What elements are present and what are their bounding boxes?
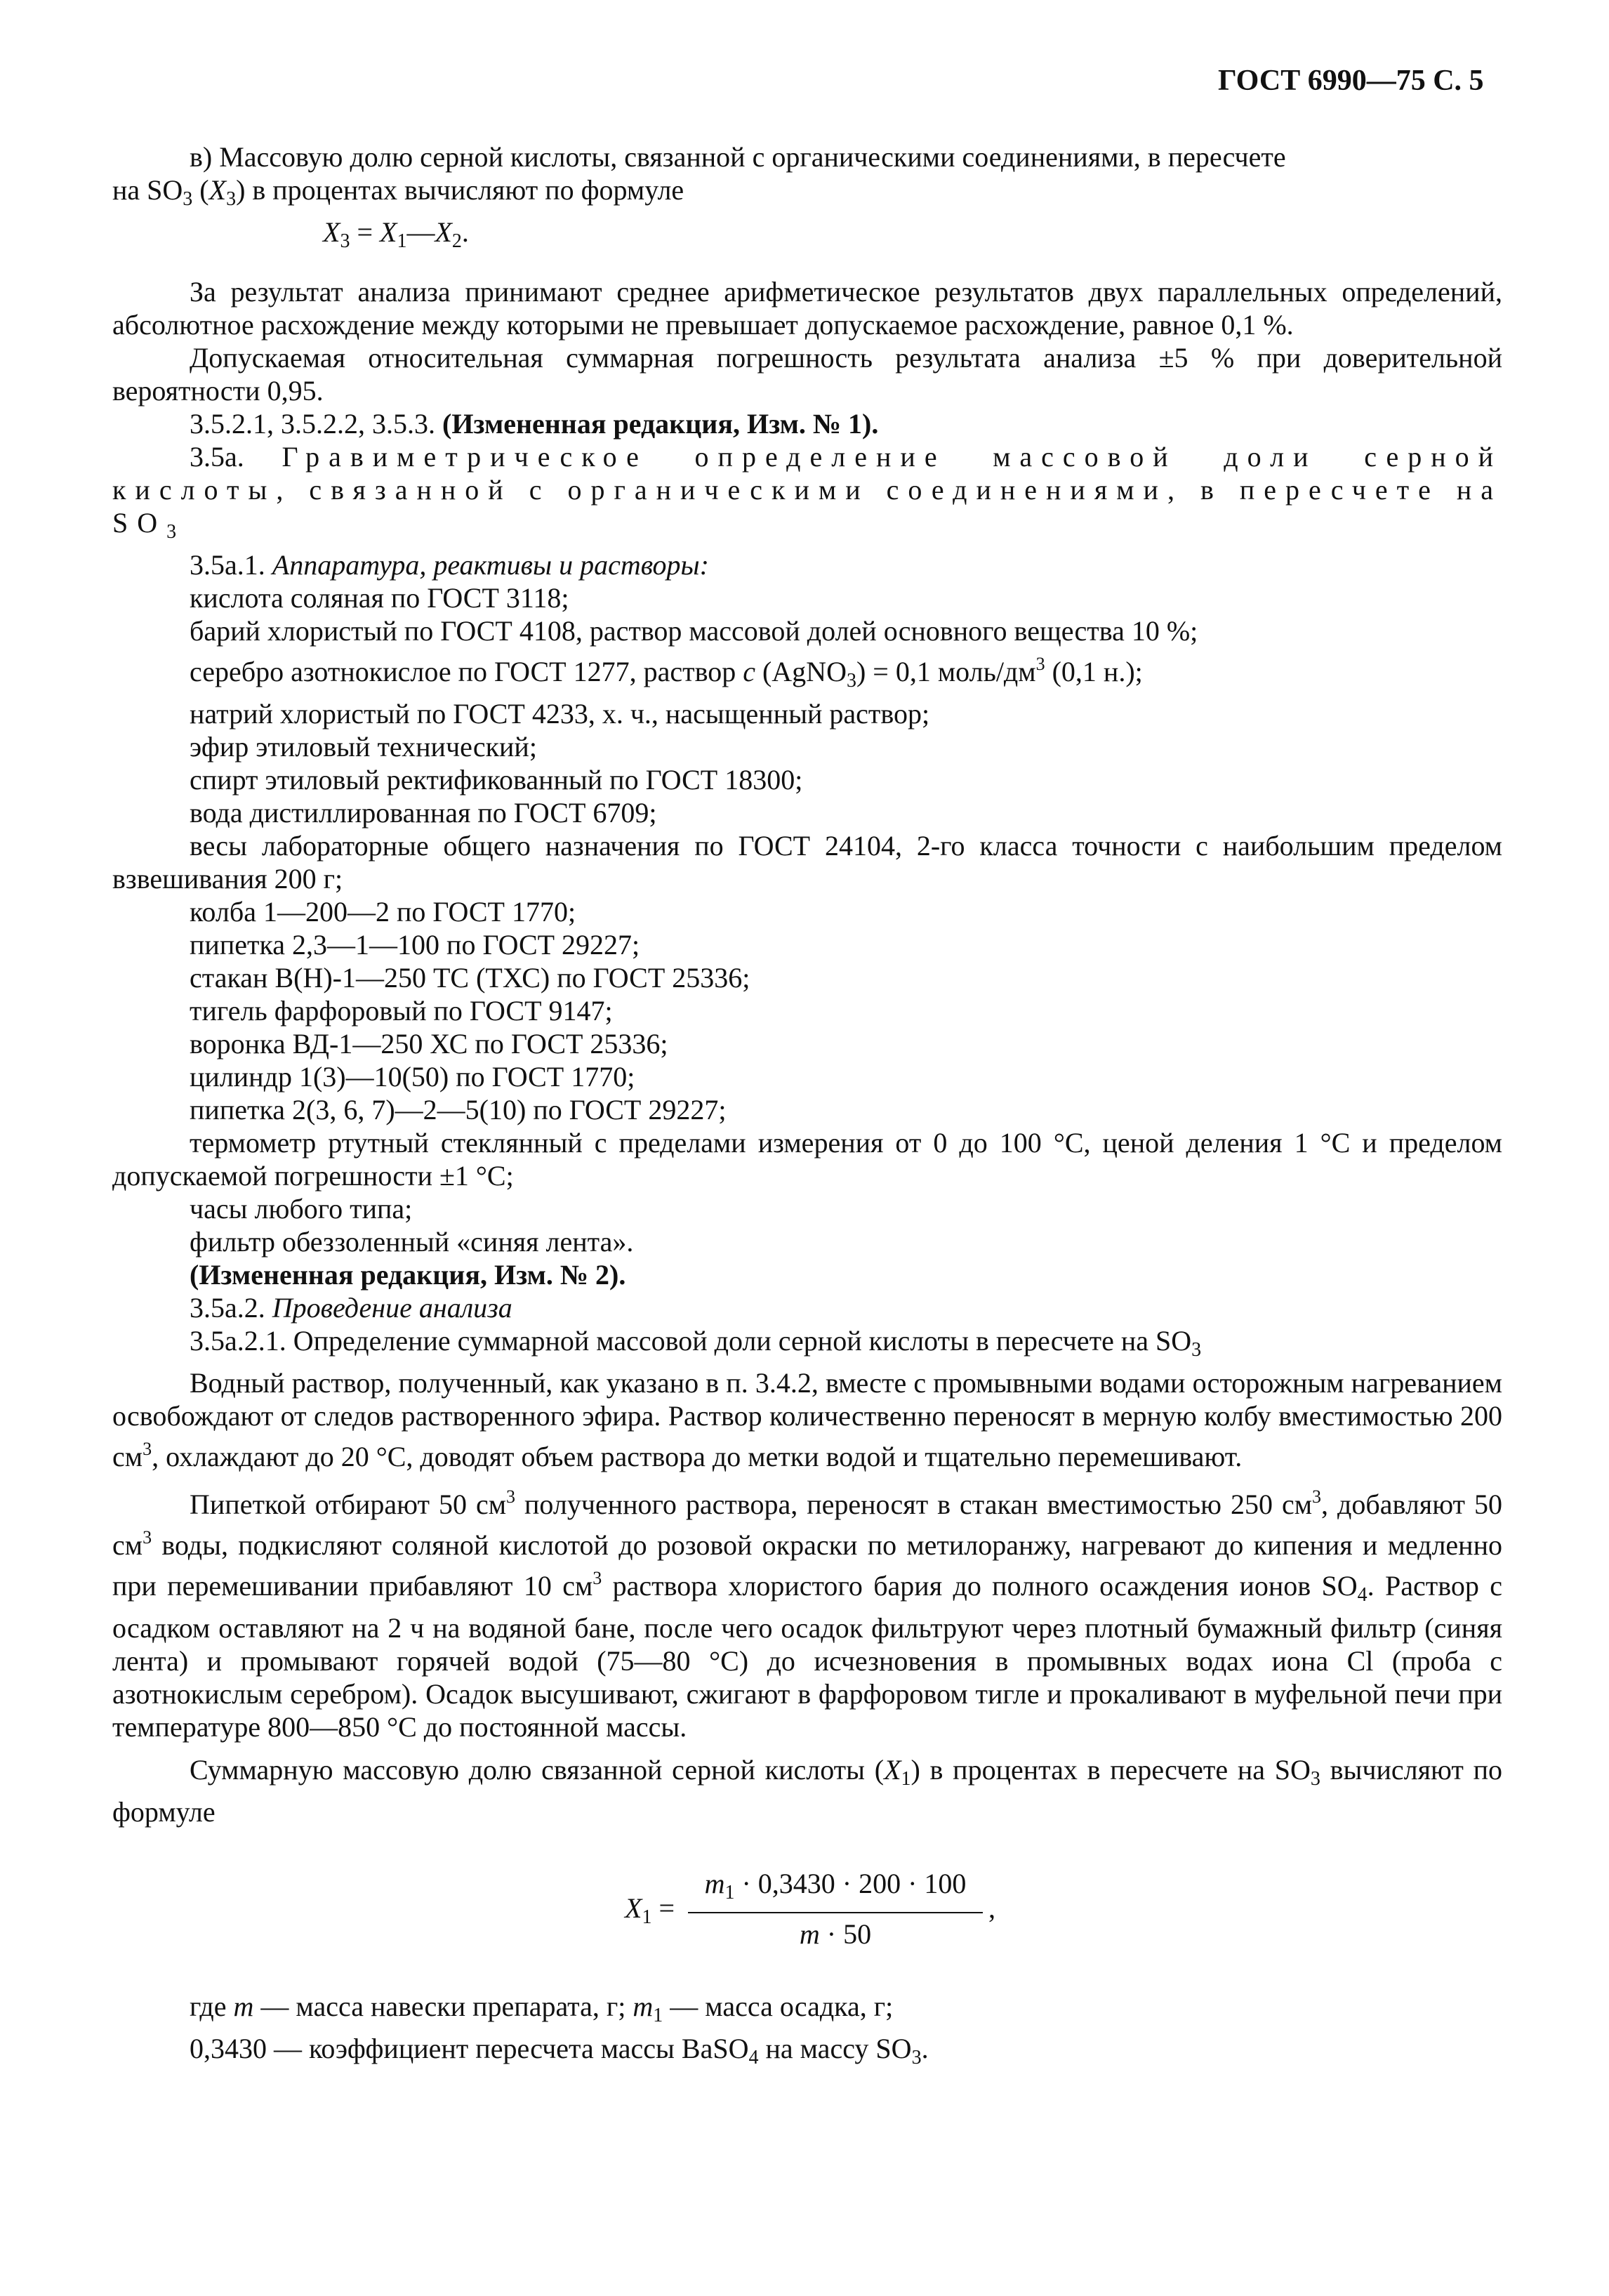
procedure-paragraph-2: Пипеткой отбирают 50 $см^3$ полученного раствора, переносят в стакан вместимостью 250 $см^3$, добавляют 50 $см^3$ воды, подкисляют соляной кислотой до розовой окраски по метилоранжу, нагревают до кипения и медленно при перемешивании прибавляют 10 $см^3$ раствора хлористого бария до полного осаждения ионов $SO_4$. Раствор с осадком оставляют на 2 ч на водяной бане, после чего осадок фильтруют через плотный бумажный фильтр (синяя лента) и промывают горячей водой (75—80 °С) до исчезновения в промывных водах иона Cl (проба с азотнокислым серебром). Осадок высушивают, сжигают в фарфоровом тигле и прокаливают в муфельной печи при температуре 800—850 °С до постоянной массы.: [112, 1486, 1503, 1743]
result-paragraph: За результат анализа принимают среднее арифметическое результатов двух параллельных определений, абсолютное расхождение между которыми не превышает допускаемое расхождение, равное 0,1 %.: [112, 276, 1502, 341]
formula-x1-numerator: $m_1 \cdot 0,3430 \cdot 200 \cdot 100$: [688, 1867, 983, 1913]
body-text: [112, 140, 1502, 2074]
formula-x1-lhs: $X_1$ =: [625, 1892, 675, 1928]
apparatus-item: часы любого типа;: [190, 1193, 413, 1225]
section-v-intro: в) Массовую долю серной кислоты, связанной с органическими соединениями, в пересчете на $SO_3$ $(X_3)$ в процентах вычисляют по формуле: [112, 141, 1286, 210]
apparatus-item: спирт этиловый ректификованный по ГОСТ 18300;: [190, 764, 803, 796]
apparatus-item: цилиндр 1(3)—10(50) по ГОСТ 1770;: [190, 1061, 635, 1093]
page-header: ГОСТ 6990—75 С. 5: [1218, 65, 1484, 97]
apparatus-item: кислота соляная по ГОСТ 3118;: [190, 582, 569, 614]
amendment-1: 3.5.2.1, 3.5.2.2, 3.5.3. (Измененная редакция, Изм. № 1).: [190, 408, 879, 440]
procedure-paragraph-3: Суммарную массовую долю связанной серной кислоты $(X_1)$ в процентах в пересчете на $SO_3$ вычисляют по формуле: [112, 1754, 1503, 1828]
amendment-2: (Измененная редакция, Изм. № 2).: [190, 1259, 626, 1291]
apparatus-item: колба 1—200—2 по ГОСТ 1770;: [190, 896, 576, 928]
apparatus-item: воронка ВД-1—250 ХС по ГОСТ 25336;: [190, 1028, 668, 1060]
apparatus-item: барий хлористый по ГОСТ 4108, раствор массовой долей основного вещества 10 %;: [190, 615, 1198, 647]
formula-x3: $X_3$ = $X_1—X_2$.: [323, 216, 469, 252]
coefficient-line: 0,3430 — коэффициент пересчета массы BaSO$_4$ на массу $SO_3$.: [190, 2033, 929, 2069]
apparatus-item: фильтр обеззоленный «синяя лента».: [190, 1226, 634, 1258]
procedure-subheading: 3.5а.2.1. Определение суммарной массовой доли серной кислоты в пересчете на $SO_3$: [190, 1325, 1202, 1361]
procedure-heading: 3.5а.2. Проведение анализа: [190, 1292, 512, 1324]
apparatus-item-silver: серебро азотнокислое по ГОСТ 1277, раствор с (AgNO$_3$) = 0,1 моль/$дм^3$ (0,1 н.);: [190, 654, 1143, 692]
apparatus-item: натрий хлористый по ГОСТ 4233, х. ч., насыщенный раствор;: [190, 698, 930, 730]
where-line: где m — масса навески препарата, г; $m_1$ — масса осадка, г;: [190, 1991, 894, 2026]
procedure-paragraph-1: Водный раствор, полученный, как указано в п. 3.4.2, вместе с промывными водами осторожным нагреванием освобождают от следов растворенного эфира. Раствор количественно переносят в мерную колбу вместимостью 200 $см^3$, охлаждают до 20 °С, доводят объем раствора до метки водой и тщательно перемешивают.: [112, 1367, 1502, 1472]
apparatus-heading: 3.5а.1. Аппаратура, реактивы и растворы:: [190, 549, 709, 581]
apparatus-item: тигель фарфоровый по ГОСТ 9147;: [190, 995, 613, 1027]
apparatus-item: весы лабораторные общего назначения по ГОСТ 24104, 2-го класса точности с наибольшим пределом взвешивания 200 г;: [112, 830, 1502, 895]
apparatus-item: пипетка 2,3—1—100 по ГОСТ 29227;: [190, 929, 640, 961]
section-3-5a-title: 3.5а. Гравиметрическое определение массовой доли серной кислоты, связанной с органическими соединениями, в пересчете на $SO_3$: [112, 441, 1503, 543]
error-paragraph: Допускаемая относительная суммарная погрешность результата анализа ±5 % при доверительной вероятности 0,95.: [112, 342, 1502, 407]
formula-x1-denominator: m · 50: [799, 1918, 872, 1950]
apparatus-item: стакан В(Н)-1—250 ТС (ТХС) по ГОСТ 25336;: [190, 962, 750, 994]
apparatus-item: эфир этиловый технический;: [190, 731, 537, 763]
apparatus-item: вода дистиллированная по ГОСТ 6709;: [190, 797, 657, 829]
apparatus-item: термометр ртутный стеклянный с пределами измерения от 0 до 100 °С, ценой деления 1 °С и пределом допускаемой погрешности ±1 °С;: [112, 1127, 1502, 1192]
formula-x1-comma: ,: [988, 1892, 995, 1924]
apparatus-item: пипетка 2(3, 6, 7)—2—5(10) по ГОСТ 29227;: [190, 1094, 727, 1126]
formula-x1-fraction: [688, 1867, 983, 1951]
formula-x1: [112, 1867, 1502, 1962]
